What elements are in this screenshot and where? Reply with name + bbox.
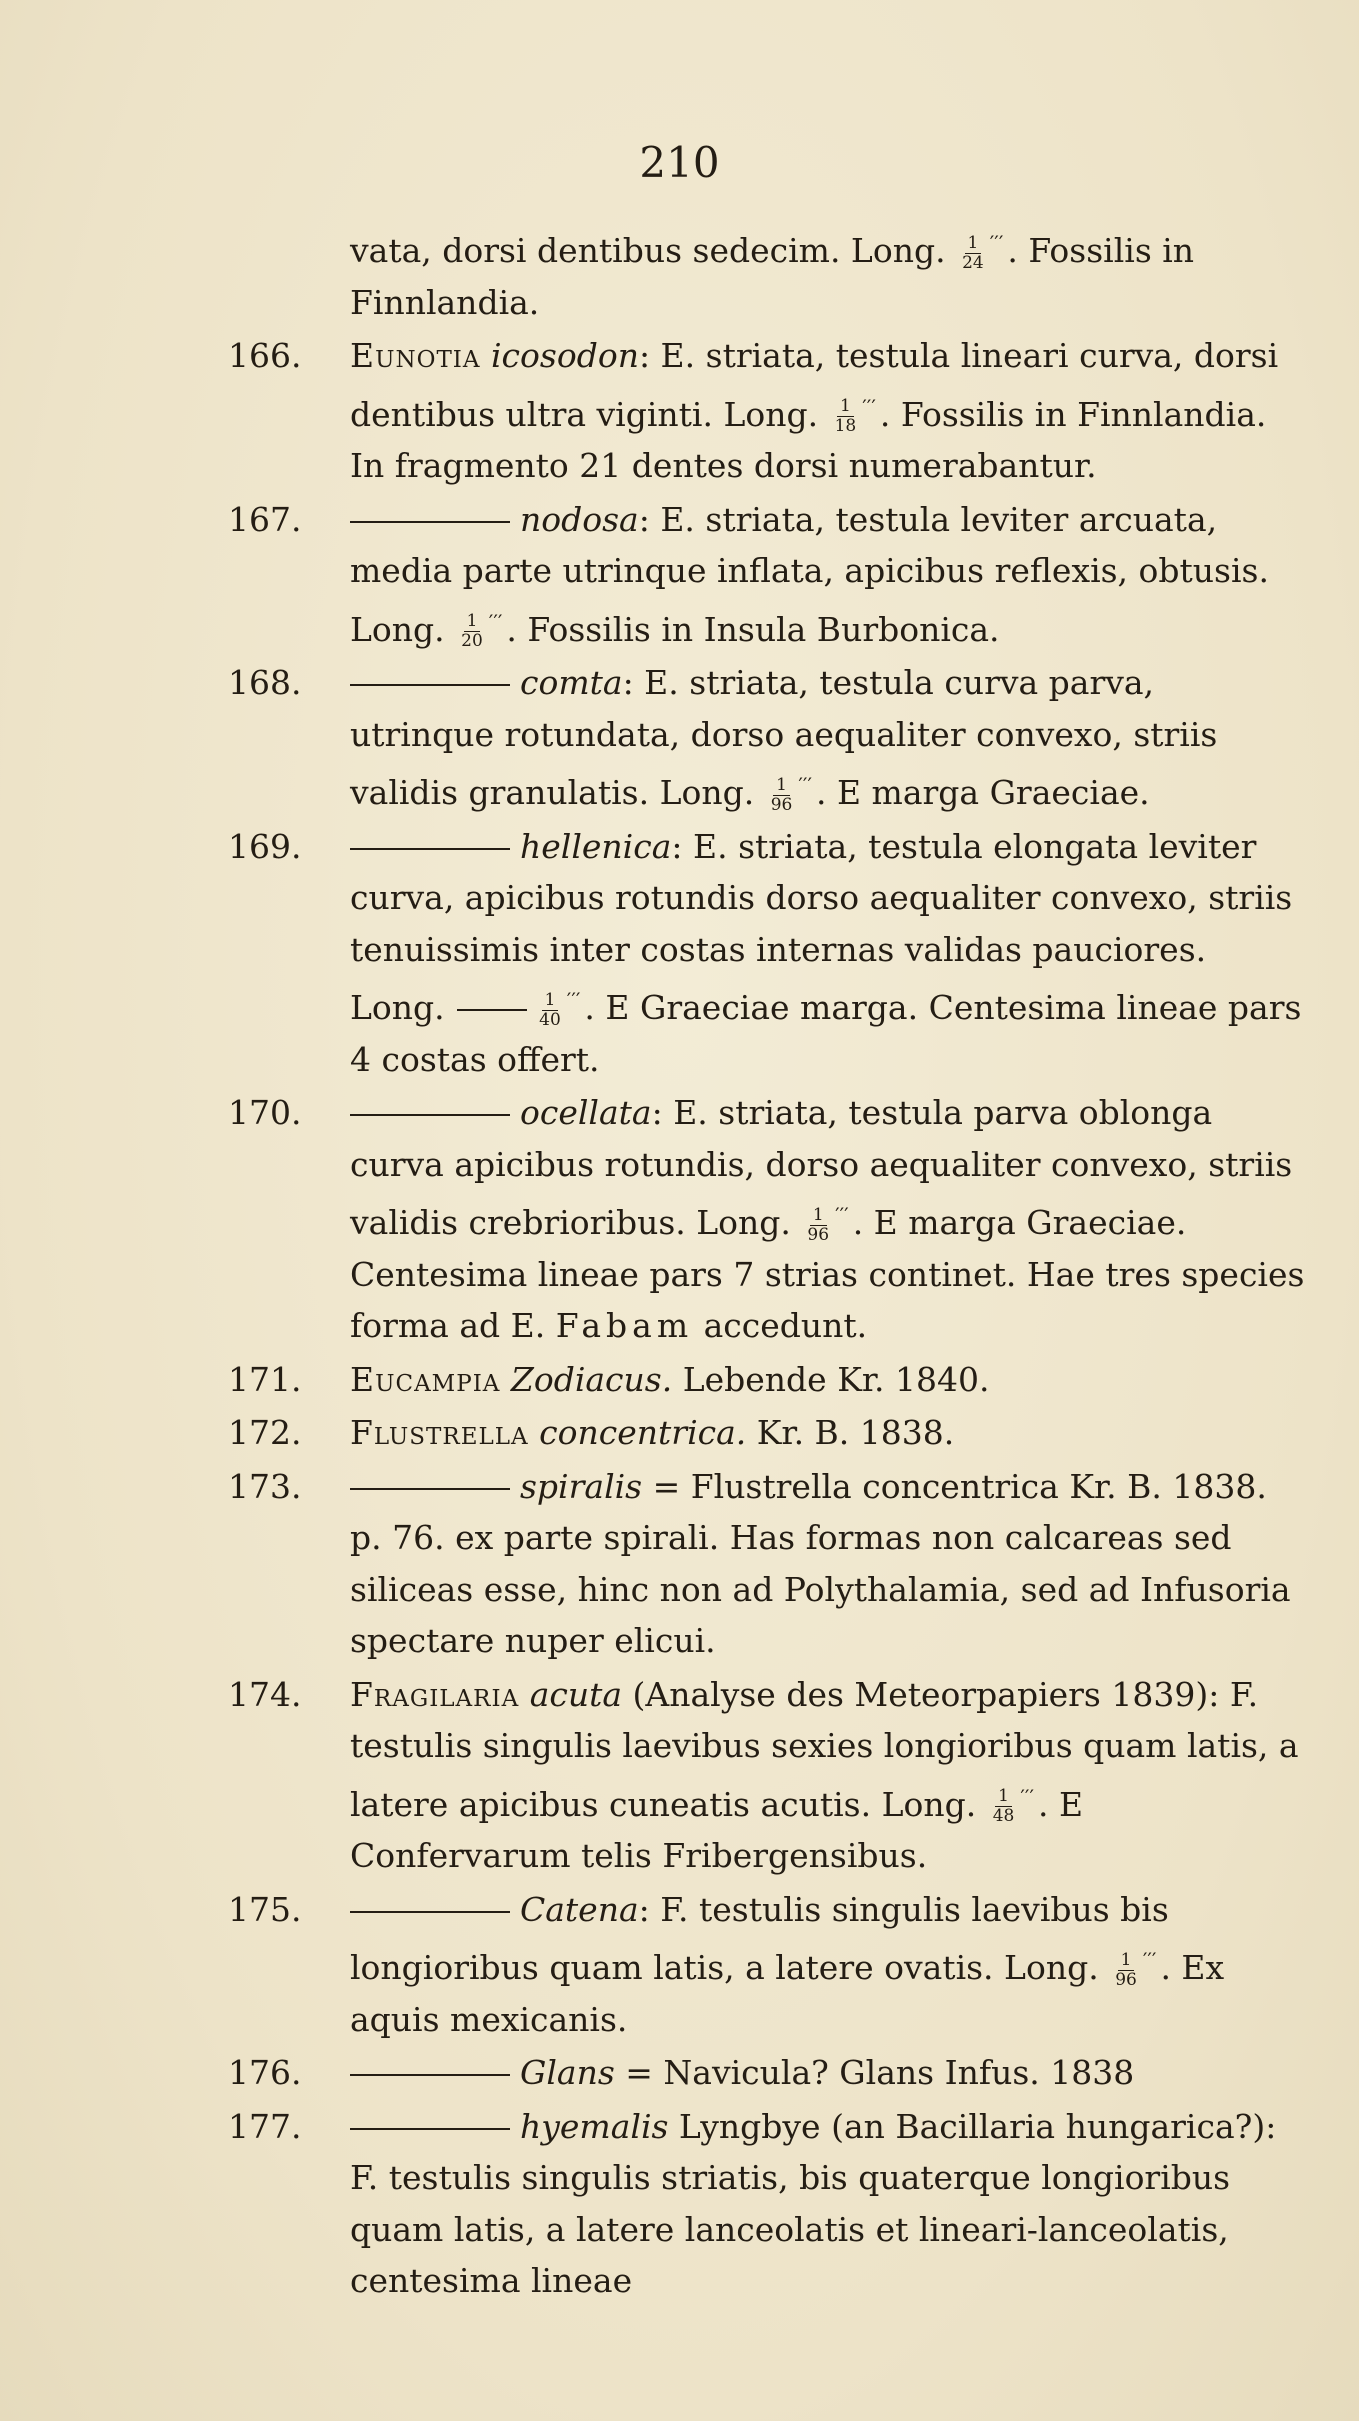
entry-number: 168. <box>228 663 302 702</box>
spaced-species-name: Fabam <box>555 1306 694 1345</box>
description: Kr. B. 1838. <box>746 1413 955 1452</box>
species-name: concentrica. <box>539 1413 747 1452</box>
line-mark: ′′′ <box>798 773 812 797</box>
species-name: spiralis <box>520 1466 643 1506</box>
entry-172 <box>228 1407 1308 1459</box>
entry-175 <box>228 1884 1308 2046</box>
entry-number: 170. <box>228 1093 302 1132</box>
entry-177 <box>228 2101 1308 2307</box>
species-name: Glans <box>520 2053 615 2092</box>
entry-174 <box>228 1669 1308 1882</box>
species-name: hyemalis <box>520 2106 669 2146</box>
description: : E. striata, testula leviter arcuata, media parte utrinque inflata, apicibus reflexis, obtusis. Long. <box>350 499 1269 649</box>
description: . E marga Graeciae. Centesima lineae pars 7 strias continet. Hae tres species forma ad E. <box>350 1203 1305 1345</box>
fraction: $\frac{1}{48}$ <box>992 1786 1015 1826</box>
species-name: Catena <box>520 1889 639 1929</box>
entry-number: 174. <box>228 1674 302 1714</box>
page-number: 210 <box>639 138 720 187</box>
description: accedunt. <box>693 1306 868 1345</box>
line-mark: ′′′ <box>1142 1948 1157 1972</box>
description: . E marga Graeciae. <box>815 773 1150 812</box>
line-mark: ′′′ <box>989 231 1004 255</box>
fraction: $\frac{1}{40}$ <box>539 989 561 1030</box>
entry-number: 169. <box>228 826 302 866</box>
description: : F. testulis singulis laevibus bis longioribus quam latis, a latere ovatis. Long. <box>350 1889 1169 1987</box>
description: = Navicula? Glans Infus. 1838 <box>614 2053 1135 2092</box>
line-mark: ′′′ <box>488 609 503 634</box>
fraction: $\frac{1}{96}$ <box>1115 1949 1137 1990</box>
description: . Ex aquis mexicanis. <box>350 1948 1225 2039</box>
genus-name: Flustrella <box>350 1413 529 1452</box>
line-mark: ′′′ <box>862 394 876 419</box>
description: (Analyse des Meteorpapiers 1839): F. testulis singulis laevibus sexies longioribus quam latis, a latere apicibus cuneatis acutis. Long. <box>350 1674 1299 1824</box>
species-name: ocellata <box>520 1093 652 1132</box>
description: . Fossilis in Insula Burbonica. <box>506 609 1000 649</box>
entry-number: 171. <box>228 1359 302 1399</box>
entry-number: 173. <box>228 1466 302 1506</box>
description: : E. striata, testula elongata leviter curva, apicibus rotundis dorso aequaliter convexo, striis tenuissimis inter costas internas validas pauciores. Long. <box>350 826 1293 1027</box>
entry-168 <box>228 657 1308 819</box>
genus-name: Eucampia <box>350 1359 501 1399</box>
description: . E Graeciae marga. Centesima lineae pars 4 costas offert. <box>350 988 1302 1079</box>
description: : E. striata, testula lineari curva, dorsi dentibus ultra viginti. Long. <box>350 336 1279 434</box>
species-name: hellenica <box>520 826 672 866</box>
species-name: nodosa <box>520 499 639 539</box>
ditto-dash <box>350 1114 510 1116</box>
text: . Fossilis in Finnlandia. <box>350 231 1195 322</box>
line-mark: ′′′ <box>1020 1784 1034 1809</box>
entry-171 <box>228 1354 1308 1406</box>
entry-166 <box>228 330 1308 492</box>
entry-number: 167. <box>228 499 302 539</box>
description: . Fossilis in Finnlandia. In fragmento 21 dentes dorsi numerabantur. <box>350 394 1267 485</box>
description: = Flustrella concentrica Kr. B. 1838. p. 76. ex parte spirali. Has formas non calcareas sed siliceas esse, hinc non ad Polythalamia, sed ad Infusoria spectare nuper elicui. <box>350 1466 1291 1660</box>
entry-number: 176. <box>228 2053 302 2092</box>
species-name: Zodiacus. <box>510 1359 673 1399</box>
ditto-dash <box>350 1488 510 1490</box>
description: Lyngbye (an Bacillaria hungarica?): F. testulis singulis striatis, bis quaterque longioribus quam latis, a latere lanceolatis et lineari-lanceolatis, centesima lineae <box>350 2106 1277 2300</box>
ditto-dash <box>350 1911 510 1913</box>
ditto-dash <box>350 848 510 850</box>
species-name: comta <box>520 663 623 702</box>
fraction: $\frac{1}{96}$ <box>770 774 793 815</box>
line-mark: ′′′ <box>835 1203 849 1227</box>
entry-169 <box>228 821 1308 1086</box>
continuation-paragraph <box>228 218 1308 328</box>
ditto-dash <box>350 2074 510 2076</box>
ditto-dash <box>350 521 510 523</box>
entry-number: 177. <box>228 2106 302 2146</box>
fraction: $\frac{1}{24}$ <box>962 232 984 273</box>
entry-number: 172. <box>228 1413 302 1452</box>
page-content <box>228 218 1308 2309</box>
description: . E Confervarum telis Fribergensibus. <box>350 1784 1084 1875</box>
entry-170 <box>228 1087 1308 1352</box>
line-mark: ′′′ <box>566 988 581 1012</box>
ditto-dash <box>350 684 510 686</box>
text: vata, dorsi dentibus sedecim. Long. <box>350 231 946 270</box>
fraction: $\frac{1}{18}$ <box>834 396 857 436</box>
entry-173 <box>228 1461 1308 1667</box>
entry-number: 166. <box>228 336 302 375</box>
description: Lebende Kr. 1840. <box>672 1359 990 1399</box>
fraction: $\frac{1}{96}$ <box>807 1204 830 1245</box>
species-name: acuta <box>529 1674 623 1714</box>
genus-name: Eunotia <box>350 336 481 375</box>
ditto-dash <box>457 1009 527 1011</box>
entry-167 <box>228 494 1308 656</box>
species-name: icosodon <box>491 336 639 375</box>
entry-number: 175. <box>228 1889 302 1929</box>
fraction: $\frac{1}{20}$ <box>461 611 483 651</box>
description: : E. striata, testula curva parva, utrinque rotundata, dorso aequaliter convexo, striis validis granulatis. Long. <box>350 663 1218 812</box>
entry-176 <box>228 2047 1308 2099</box>
genus-name: Fragilaria <box>350 1674 520 1714</box>
description: : E. striata, testula parva oblonga curva apicibus rotundis, dorso aequaliter convexo, striis validis crebrioribus. Long. <box>350 1093 1293 1242</box>
ditto-dash <box>350 2128 510 2130</box>
